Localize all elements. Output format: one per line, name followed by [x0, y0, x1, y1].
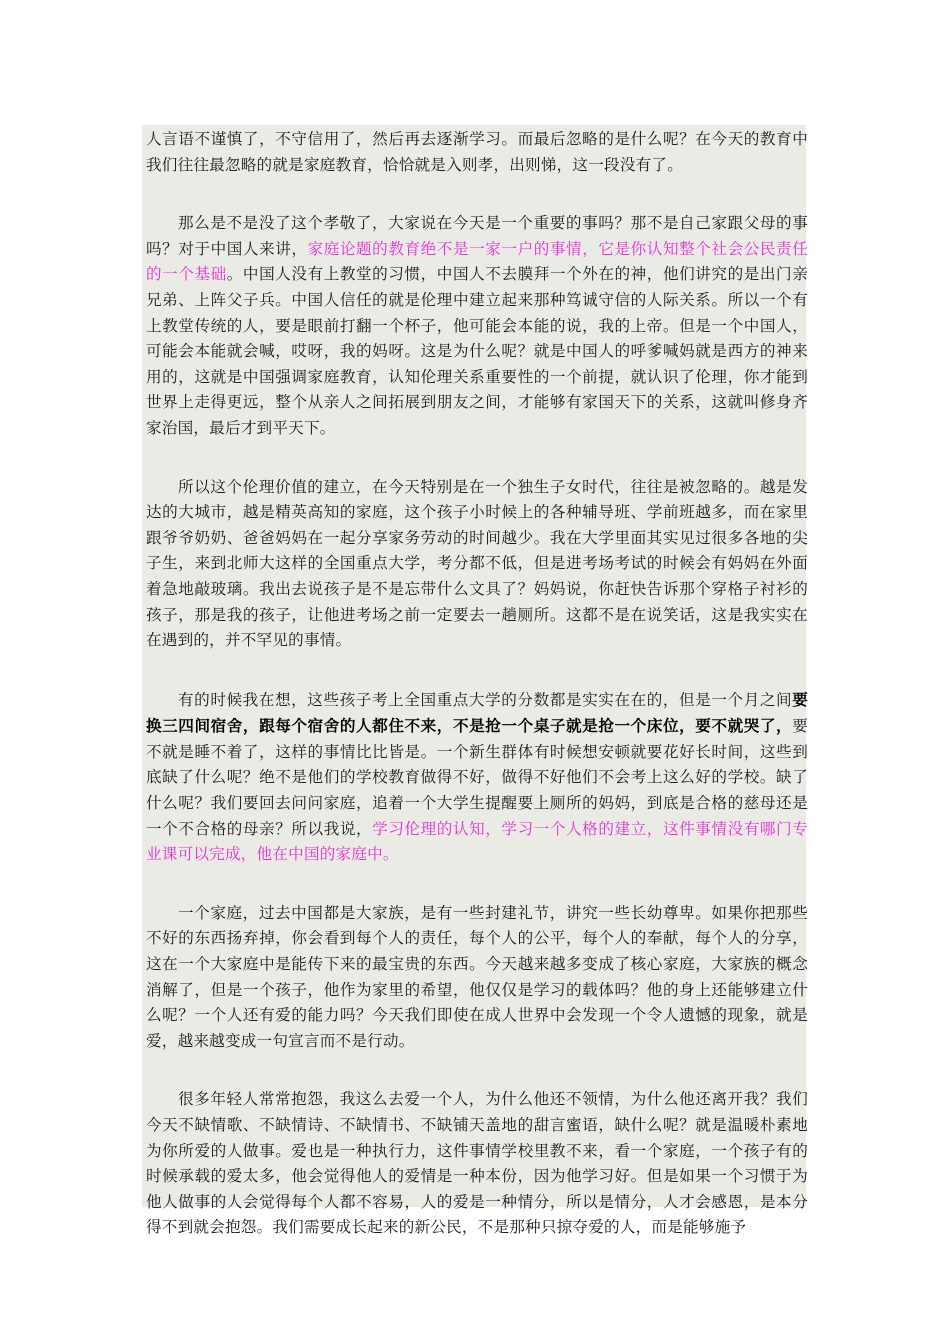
- paragraph-4-emphasis: 要换三四间宿舍，跟每个宿舍的人都住不来，不是抢一个桌子就是抢一个床位，要不就哭了，: [146, 689, 808, 736]
- paragraph-2-text-a: 那么是不是没了这个孝敬了，大家说在今天是一个重要的事吗？那不是自己家跟父母的事吗？对于中国人来讲，: [146, 214, 808, 258]
- paragraph-3-text: 所以这个伦理价值的建立，在今天特别是在一个独生子女时代，往往是被忽略的。越是发达的大城市，越是精英高知的家庭，这个孩子小时候上的各种辅导班、学前班越多，而在家里跟爷爷奶奶、爸爸妈妈在一起分享家务劳动的时间越少。我在大学里面其实见过很多各地的尖子生，来到北师大这样的全国重点大学，考分都不低，但是进考场考试的时候会有妈妈在外面着急地敲玻璃。我出去说孩子是不是忘带什么文具了？妈妈说，你赶快告诉那个穿格子衬衫的孩子，那是我的孩子，让他进考场之前一定要去一趟厕所。这都不是在说笑话，这是我实实在在遇到的，并不罕见的事情。: [146, 477, 808, 650]
- paragraph-2: [146, 211, 808, 441]
- paragraph-4-highlight: 学习伦理的认知，学习一个人格的建立，这件事情没有哪门专业课可以完成，他在中国的家庭中。: [146, 819, 808, 864]
- paragraph-5-text: 一个家庭，过去中国都是大家族，是有一些封建礼节，讲究一些长幼尊卑。如果你把那些不好的东西扬弃掉，你会看到每个人的责任，每个人的公平，每个人的奉献，每个人的分享，这在一个大家庭中是能传下来的最宝贵的东西。今天越来越多变成了核心家庭，大家族的概念消解了，但是一个孩子，他作为家里的希望，他仅仅是学习的载体吗？他的身上还能够建立什么呢？一个人还有爱的能力吗？今天我们即使在成人世界中会发现一个令人遗憾的现象，就是爱，越来越变成一句宣言而不是行动。: [146, 903, 808, 1050]
- paragraph-6-text: 很多年轻人常常抱怨，我这么去爱一个人，为什么他还不领情，为什么他还离开我？我们今天不缺情歌、不缺情诗、不缺情书、不缺铺天盖地的甜言蜜语，缺什么呢？就是温暖朴素地为你所爱的人做事。爱也是一种执行力，这件事情学校里教不来，看一个家庭，一个孩子有的时候承载的爱太多，他会觉得他人的爱情是一种本份，因为他学习好。但是如果一个习惯于为他人做事的人会觉得每个人都不容易，人的爱是一种情分，所以是情分，人才会感恩，是本分得不到就会抱怨。我们需要成长起来的新公民，不是那种只掠夺爱的人，而是能够施予: [146, 1090, 808, 1237]
- paragraph-1: [146, 127, 808, 178]
- paragraph-4-text-b: 要不就是睡不着了，这样的事情比比皆是。一个新生群体有时候想安顿就要花好长时间，这些到底缺了什么呢？绝不是他们的学校教育做得不好，做得不好他们不会考上这么好的学校。缺了什么呢？我们要回去问问家庭，追着一个大学生提醒要上厕所的妈妈，到底是合格的慈母还是一个不合格的母亲？所以我说，: [146, 717, 808, 838]
- paragraph-5: [146, 901, 808, 1055]
- paragraph-2-highlight: 家庭论题的教育绝不是一家一户的事情，它是你认知整个社会公民责任的一个基础: [146, 239, 808, 284]
- paragraph-1-text: 人言语不谨慎了，不守信用了，然后再去逐渐学习。而最后忽略的是什么呢？在今天的教育中我们往往最忽略的就是家庭教育，恰恰就是入则孝，出则悌，这一段没有了。: [146, 130, 808, 174]
- paragraph-6: [146, 1087, 808, 1241]
- document-body: [146, 127, 808, 1274]
- paragraph-4-text-a: 有的时候我在想，这些孩子考上全国重点大学的分数都是实实在在的，但是一个月之间: [178, 690, 793, 709]
- paragraph-2-text-b: 。中国人没有上教堂的习惯，中国人不去膜拜一个外在的神，他们讲究的是出门亲兄弟、上阵父子兵。中国人信任的就是伦理中建立起来那种笃诚守信的人际关系。所以一个有上教堂传统的人，要是眼前打翻一个杯子，他可能会本能的说，我的上帝。但是一个中国人，可能会本能就会喊，哎呀，我的妈呀。这是为什么呢？就是中国人的呼爹喊妈就是西方的神来用的，这就是中国强调家庭教育，认知伦理关系重要性的一个前提，就认识了伦理，你才能到世界上走得更远，整个从亲人之间拓展到朋友之间，才能够有家国天下的关系，这就叫修身齐家治国，最后才到平天下。: [146, 265, 808, 437]
- paragraph-4: [146, 687, 808, 868]
- paragraph-3: [146, 475, 808, 654]
